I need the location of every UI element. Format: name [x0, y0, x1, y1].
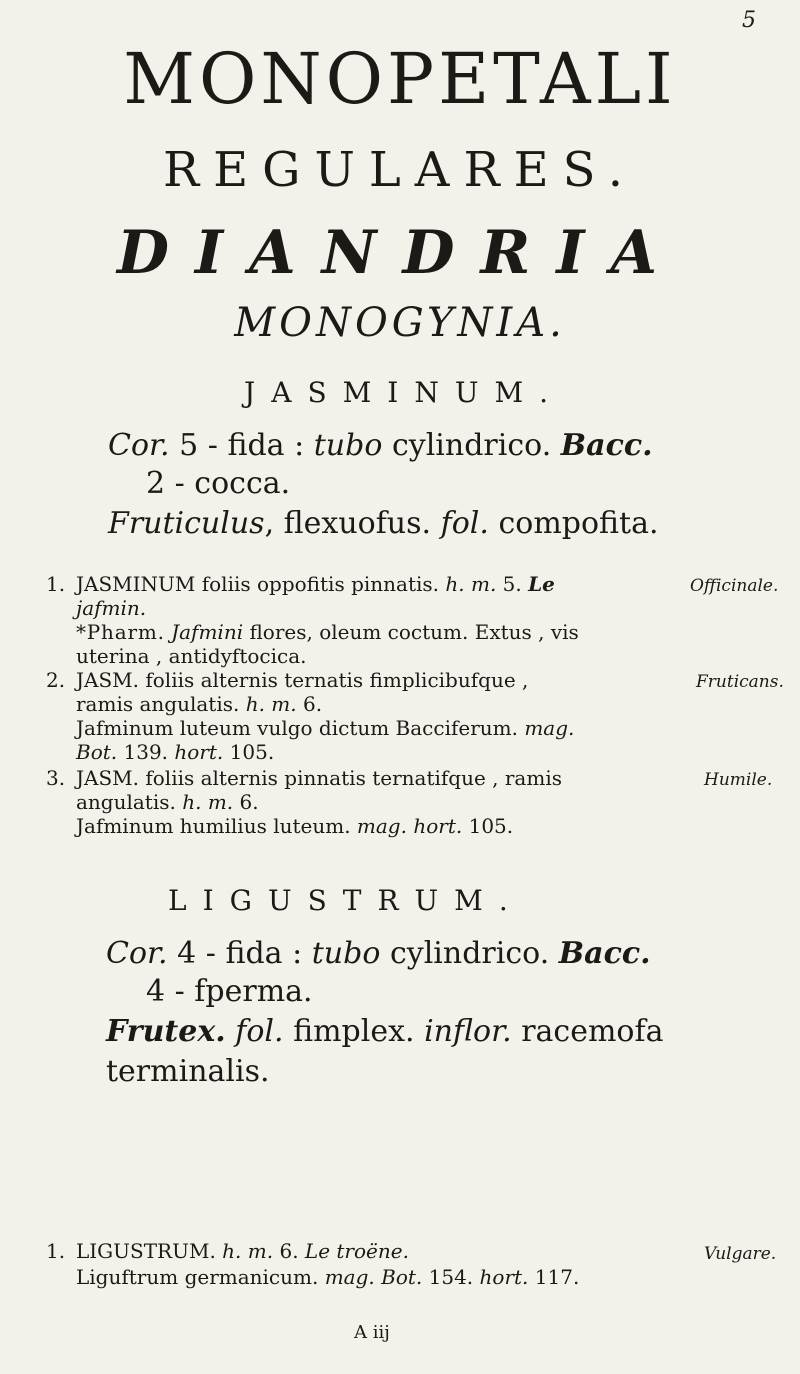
- char-term: fol.: [235, 1014, 284, 1049]
- char-text: cylindrico.: [389, 936, 550, 971]
- char-term: Frutex.: [106, 1014, 226, 1049]
- genus-heading-ligustrum: LIGUSTRUM.: [168, 884, 524, 917]
- genus-character-line: [106, 1052, 270, 1092]
- species-line: Jafminum humilius luteum. mag. hort. 105.: [76, 814, 514, 838]
- char-text: 2 - cocca.: [146, 466, 291, 501]
- species-line: uterina , antidyftocica.: [76, 644, 307, 668]
- char-text: 4 - fida :: [177, 936, 303, 971]
- char-text: fimplex.: [293, 1014, 415, 1049]
- species-line: Liguftrum germanicum. mag. Bot. 154. hort. 117.: [76, 1265, 580, 1289]
- species-line: jafmin.: [76, 596, 147, 620]
- genus-character-line: [146, 972, 313, 1012]
- char-term: Bacc.: [558, 936, 651, 971]
- genus-character-line: [106, 1012, 663, 1052]
- char-text: 5 - fida :: [179, 428, 305, 463]
- genus-character-line: [108, 504, 659, 544]
- species-line: 1. JASMINUM foliis oppofitis pinnatis. h. m. 5. Le: [46, 572, 555, 596]
- species-line: 1. LIGUSTRUM. h. m. 6. Le troëne.: [46, 1239, 409, 1263]
- char-term: Cor.: [106, 936, 168, 971]
- genus-character-line: [146, 464, 290, 504]
- char-text: terminalis.: [106, 1054, 270, 1089]
- char-term: Bacc.: [560, 428, 653, 463]
- margin-epithet: Humile.: [704, 770, 773, 790]
- species-line: ramis angulatis. h. m. 6.: [76, 692, 323, 716]
- species-entry: [46, 1238, 579, 1290]
- species-entry: [46, 668, 574, 764]
- genus-character-line: [106, 934, 651, 974]
- species-line: *Pharm. Jafmini flores, oleum coctum. Extus , vis: [76, 620, 579, 644]
- species-line: 2. JASM. foliis alternis ternatis fimplicibufque ,: [46, 668, 529, 692]
- char-term: Cor.: [108, 428, 170, 463]
- char-term: Fruticulus: [108, 506, 265, 541]
- species-line: Jafminum luteum vulgo dictum Bacciferum. mag.: [76, 716, 575, 740]
- order-heading: DIANDRIA: [116, 218, 683, 288]
- char-term: tubo: [313, 428, 383, 463]
- genus-heading-jasminum: JASMINUM.: [244, 376, 565, 409]
- char-text: cylindrico.: [391, 428, 552, 463]
- species-number: 3.: [46, 766, 66, 790]
- suborder-heading: MONOGYNIA.: [234, 300, 566, 346]
- species-line: Bot. 139. hort. 105.: [76, 740, 275, 764]
- signature-mark: A iij: [354, 1322, 390, 1343]
- species-number: 1.: [46, 1239, 66, 1263]
- species-entry: [46, 572, 579, 668]
- char-term: inflor.: [424, 1014, 512, 1049]
- page-number: 5: [742, 8, 756, 33]
- char-text: racemofa: [521, 1014, 664, 1049]
- species-number: 1.: [46, 572, 66, 596]
- genus-character-line: [108, 426, 653, 466]
- species-number: 2.: [46, 668, 66, 692]
- char-text: , flexuofus.: [264, 506, 432, 541]
- char-text: 4 - fperma.: [146, 974, 313, 1009]
- margin-epithet: Vulgare.: [704, 1244, 777, 1264]
- char-text: compofita.: [498, 506, 659, 541]
- species-line: angulatis. h. m. 6.: [76, 790, 259, 814]
- species-entry: [46, 766, 562, 838]
- subclass-heading: REGULARES.: [162, 142, 638, 198]
- species-line: 3. JASM. foliis alternis pinnatis ternatifque , ramis: [46, 766, 562, 790]
- margin-epithet: Officinale.: [690, 576, 779, 596]
- char-term: fol.: [440, 506, 489, 541]
- margin-epithet: Fruticans.: [696, 672, 784, 692]
- char-term: tubo: [311, 936, 381, 971]
- class-heading: MONOPETALI: [123, 38, 677, 120]
